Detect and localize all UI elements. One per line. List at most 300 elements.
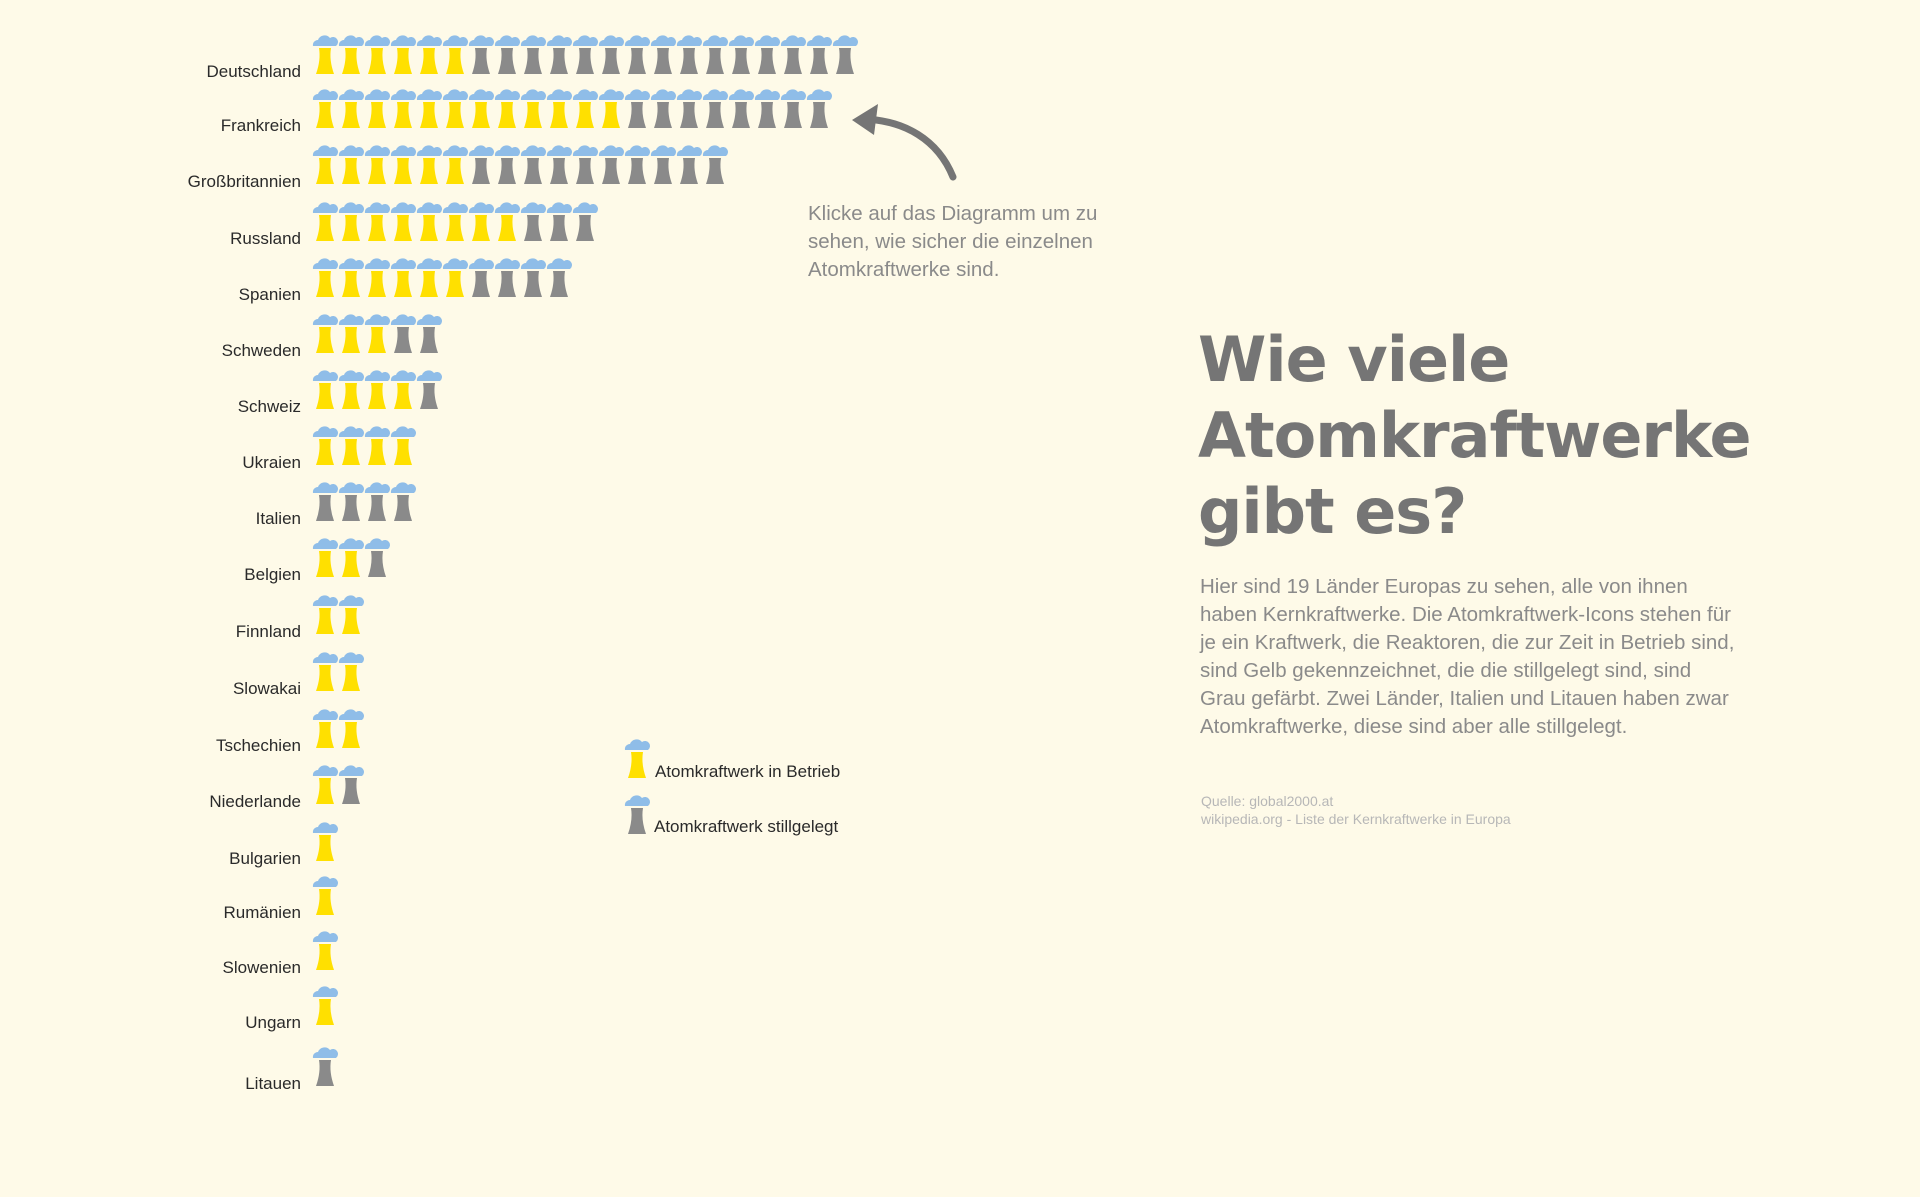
country-label: Großbritannien	[187, 172, 301, 191]
cooling-tower-icon	[784, 48, 802, 74]
cooling-tower-icon	[368, 383, 386, 409]
cloud-icon	[573, 35, 598, 46]
plant-shutdown-frankreich[interactable]	[703, 89, 728, 128]
cooling-tower-icon	[446, 48, 464, 74]
plant-active-schweiz[interactable]	[391, 370, 416, 409]
cloud-icon	[313, 89, 338, 100]
cooling-tower-icon	[550, 102, 568, 128]
cloud-icon	[729, 89, 754, 100]
plant-active-finnland[interactable]	[339, 595, 364, 634]
cooling-tower-icon	[758, 102, 776, 128]
cooling-tower-icon	[680, 102, 698, 128]
plant-active-russland[interactable]	[313, 202, 338, 241]
cooling-tower-icon	[732, 48, 750, 74]
cooling-tower-icon	[342, 215, 360, 241]
plant-shutdown-spanien[interactable]	[495, 258, 520, 297]
cloud-icon	[339, 202, 364, 213]
cloud-icon	[547, 202, 572, 213]
plant-shutdown-russland[interactable]	[521, 202, 546, 241]
cloud-icon	[599, 35, 624, 46]
cloud-icon	[703, 145, 728, 156]
plant-active-russland[interactable]	[391, 202, 416, 241]
country-label: Spanien	[238, 285, 301, 304]
cloud-icon	[703, 35, 728, 46]
legend-shutdown-label: Atomkraftwerk stillgelegt	[654, 817, 839, 836]
plant-shutdown-deutschland[interactable]	[495, 35, 520, 74]
cooling-tower-icon	[342, 48, 360, 74]
cloud-icon	[417, 145, 442, 156]
cooling-tower-icon	[576, 48, 594, 74]
cooling-tower-icon	[446, 158, 464, 184]
plant-active-großbritannien[interactable]	[417, 145, 442, 184]
cooling-tower-icon	[810, 48, 828, 74]
country-label: Slowakai	[232, 679, 301, 698]
cooling-tower-icon	[316, 551, 334, 577]
cloud-icon	[417, 370, 442, 381]
cooling-tower-icon	[550, 271, 568, 297]
cloud-icon	[495, 35, 520, 46]
cloud-icon	[313, 931, 338, 942]
plant-active-spanien[interactable]	[417, 258, 442, 297]
cloud-icon	[625, 145, 650, 156]
country-label: Rumänien	[223, 903, 301, 922]
cloud-icon	[365, 35, 390, 46]
plant-shutdown-spanien[interactable]	[521, 258, 546, 297]
cloud-icon	[495, 145, 520, 156]
hint-arrow-head-icon	[852, 104, 878, 135]
cloud-icon	[573, 145, 598, 156]
cooling-tower-icon	[472, 215, 490, 241]
plant-active-großbritannien[interactable]	[313, 145, 338, 184]
plant-active-spanien[interactable]	[339, 258, 364, 297]
plant-shutdown-frankreich[interactable]	[755, 89, 780, 128]
plant-shutdown-großbritannien[interactable]	[547, 145, 572, 184]
cloud-icon	[807, 89, 832, 100]
cooling-tower-icon	[628, 752, 646, 778]
plant-shutdown-frankreich[interactable]	[729, 89, 754, 128]
plant-active-großbritannien[interactable]	[391, 145, 416, 184]
plant-shutdown-frankreich[interactable]	[625, 89, 650, 128]
cloud-icon	[781, 35, 806, 46]
plant-shutdown-großbritannien[interactable]	[651, 145, 676, 184]
country-label: Bulgarien	[229, 849, 301, 868]
country-label: Schweiz	[237, 397, 301, 416]
plant-active-spanien[interactable]	[365, 258, 390, 297]
cooling-tower-icon	[420, 271, 438, 297]
cloud-icon	[313, 595, 338, 606]
cooling-tower-icon	[316, 1060, 334, 1086]
cooling-tower-icon	[498, 271, 516, 297]
cooling-tower-icon	[420, 327, 438, 353]
cloud-icon	[339, 89, 364, 100]
cooling-tower-icon	[472, 102, 490, 128]
cloud-icon	[391, 145, 416, 156]
cloud-icon	[339, 145, 364, 156]
plant-active-ukraien[interactable]	[391, 426, 416, 465]
cloud-icon	[313, 482, 338, 493]
plant-shutdown-frankreich[interactable]	[807, 89, 832, 128]
hint-arrow-icon	[862, 119, 953, 177]
plant-shutdown-deutschland[interactable]	[547, 35, 572, 74]
plant-active-frankreich[interactable]	[573, 89, 598, 128]
cloud-icon	[365, 538, 390, 549]
cloud-icon	[547, 89, 572, 100]
plant-shutdown-deutschland[interactable]	[599, 35, 624, 74]
plant-shutdown-frankreich[interactable]	[781, 89, 806, 128]
plant-shutdown-italien[interactable]	[391, 482, 416, 521]
cooling-tower-icon	[368, 102, 386, 128]
cooling-tower-icon	[498, 48, 516, 74]
cloud-icon	[313, 35, 338, 46]
plant-shutdown-russland[interactable]	[573, 202, 598, 241]
cooling-tower-icon	[368, 48, 386, 74]
cooling-tower-icon	[550, 48, 568, 74]
plant-shutdown-deutschland[interactable]	[625, 35, 650, 74]
cooling-tower-icon	[758, 48, 776, 74]
cloud-icon	[313, 876, 338, 887]
plant-active-frankreich[interactable]	[365, 89, 390, 128]
cooling-tower-icon	[394, 48, 412, 74]
cooling-tower-icon	[628, 48, 646, 74]
cloud-icon	[339, 370, 364, 381]
cloud-icon	[339, 426, 364, 437]
cooling-tower-icon	[342, 327, 360, 353]
plant-shutdown-deutschland[interactable]	[781, 35, 806, 74]
cooling-tower-icon	[394, 158, 412, 184]
plant-shutdown-frankreich[interactable]	[677, 89, 702, 128]
plant-active-ungarn[interactable]	[313, 986, 338, 1025]
cooling-tower-icon	[368, 327, 386, 353]
cloud-icon	[313, 1047, 338, 1058]
cooling-tower-icon	[446, 102, 464, 128]
cooling-tower-icon	[628, 158, 646, 184]
plant-active-spanien[interactable]	[391, 258, 416, 297]
plant-active-slowakai[interactable]	[313, 652, 338, 691]
plant-shutdown-großbritannien[interactable]	[495, 145, 520, 184]
plant-shutdown-deutschland[interactable]	[833, 35, 858, 74]
cooling-tower-icon	[524, 48, 542, 74]
plant-active-deutschland[interactable]	[313, 35, 338, 74]
cloud-icon	[365, 370, 390, 381]
cloud-icon	[339, 35, 364, 46]
cloud-icon	[495, 258, 520, 269]
plant-shutdown-deutschland[interactable]	[469, 35, 494, 74]
cloud-icon	[313, 202, 338, 213]
cloud-icon	[547, 145, 572, 156]
plant-active-frankreich[interactable]	[417, 89, 442, 128]
plant-active-frankreich[interactable]	[495, 89, 520, 128]
plant-active-schweden[interactable]	[365, 314, 390, 353]
plant-active-schweden[interactable]	[339, 314, 364, 353]
plant-active-schweden[interactable]	[313, 314, 338, 353]
plant-shutdown-großbritannien[interactable]	[469, 145, 494, 184]
cooling-tower-icon	[706, 158, 724, 184]
cloud-icon	[521, 89, 546, 100]
plant-active-frankreich[interactable]	[521, 89, 546, 128]
plant-shutdown-deutschland[interactable]	[573, 35, 598, 74]
cloud-icon	[573, 89, 598, 100]
cooling-tower-icon	[342, 551, 360, 577]
cloud-icon	[651, 145, 676, 156]
cooling-tower-icon	[472, 158, 490, 184]
cooling-tower-icon	[316, 383, 334, 409]
plant-shutdown-schweden[interactable]	[417, 314, 442, 353]
plant-shutdown-deutschland[interactable]	[703, 35, 728, 74]
cloud-icon	[417, 314, 442, 325]
cloud-icon	[365, 314, 390, 325]
cooling-tower-icon	[576, 102, 594, 128]
cloud-icon	[677, 35, 702, 46]
cooling-tower-icon	[342, 665, 360, 691]
plant-active-deutschland[interactable]	[365, 35, 390, 74]
cloud-icon	[599, 89, 624, 100]
plant-shutdown-deutschland[interactable]	[651, 35, 676, 74]
plant-active-bulgarien[interactable]	[313, 822, 338, 861]
cloud-icon	[391, 89, 416, 100]
cloud-icon	[391, 35, 416, 46]
cooling-tower-icon	[420, 48, 438, 74]
cooling-tower-icon	[706, 102, 724, 128]
cloud-icon	[313, 426, 338, 437]
cloud-icon	[807, 35, 832, 46]
cloud-icon	[313, 258, 338, 269]
plant-active-spanien[interactable]	[443, 258, 468, 297]
plant-active-ukraien[interactable]	[339, 426, 364, 465]
plant-active-spanien[interactable]	[313, 258, 338, 297]
country-label: Italien	[255, 509, 301, 528]
cooling-tower-icon	[654, 102, 672, 128]
plant-shutdown-spanien[interactable]	[547, 258, 572, 297]
cloud-icon	[391, 482, 416, 493]
cloud-icon	[391, 314, 416, 325]
plant-shutdown-großbritannien[interactable]	[625, 145, 650, 184]
cooling-tower-icon	[524, 215, 542, 241]
cloud-icon	[313, 986, 338, 997]
plant-shutdown-deutschland[interactable]	[677, 35, 702, 74]
plant-active-großbritannien[interactable]	[339, 145, 364, 184]
cloud-icon	[833, 35, 858, 46]
cooling-tower-icon	[394, 215, 412, 241]
plant-active-ukraien[interactable]	[313, 426, 338, 465]
cooling-tower-icon	[342, 778, 360, 804]
plant-active-deutschland[interactable]	[443, 35, 468, 74]
cloud-icon	[365, 258, 390, 269]
plant-active-russland[interactable]	[469, 202, 494, 241]
description: Hier sind 19 Länder Europas zu sehen, alle von ihnen haben Kernkraftwerke. Die Atomkraftwerk-Icons stehen für je ein Kraftwerk, die Reaktoren, die zur Zeit in Betrieb sind, sind Gelb gekennzeichnet, die die stillgelegt sind, sind Grau gefärbt. Zwei Länder, Italien und Litauen haben zwar Atomkraftwerke, diese sind aber alle stillgelegt.	[1200, 575, 1735, 738]
plant-active-finnland[interactable]	[313, 595, 338, 634]
legend-shutdown-icon[interactable]	[625, 795, 650, 834]
cooling-tower-icon	[368, 495, 386, 521]
cloud-icon	[781, 89, 806, 100]
cloud-icon	[521, 35, 546, 46]
plant-active-niederlande[interactable]	[313, 765, 338, 804]
plant-active-belgien[interactable]	[339, 538, 364, 577]
cooling-tower-icon	[420, 383, 438, 409]
cooling-tower-icon	[316, 608, 334, 634]
cooling-tower-icon	[394, 271, 412, 297]
plant-active-tschechien[interactable]	[313, 709, 338, 748]
plant-shutdown-großbritannien[interactable]	[521, 145, 546, 184]
plant-shutdown-schweiz[interactable]	[417, 370, 442, 409]
cooling-tower-icon	[420, 102, 438, 128]
legend-active-icon[interactable]	[625, 739, 650, 778]
cooling-tower-icon	[394, 102, 412, 128]
cloud-icon	[313, 765, 338, 776]
cooling-tower-icon	[654, 48, 672, 74]
cooling-tower-icon	[342, 722, 360, 748]
cloud-icon	[417, 202, 442, 213]
country-label: Schweden	[221, 341, 301, 360]
cooling-tower-icon	[316, 271, 334, 297]
cloud-icon	[313, 652, 338, 663]
cloud-icon	[365, 426, 390, 437]
cooling-tower-icon	[368, 551, 386, 577]
plant-active-frankreich[interactable]	[469, 89, 494, 128]
plant-shutdown-litauen[interactable]	[313, 1047, 338, 1086]
cooling-tower-icon	[316, 327, 334, 353]
cloud-icon	[547, 35, 572, 46]
cloud-icon	[391, 258, 416, 269]
plant-active-russland[interactable]	[495, 202, 520, 241]
cooling-tower-icon	[446, 271, 464, 297]
plant-shutdown-frankreich[interactable]	[651, 89, 676, 128]
cooling-tower-icon	[602, 102, 620, 128]
plant-active-russland[interactable]	[417, 202, 442, 241]
cooling-tower-icon	[654, 158, 672, 184]
plant-active-schweiz[interactable]	[313, 370, 338, 409]
cloud-icon	[625, 89, 650, 100]
plant-active-schweiz[interactable]	[339, 370, 364, 409]
plant-active-frankreich[interactable]	[339, 89, 364, 128]
plant-active-deutschland[interactable]	[391, 35, 416, 74]
plant-active-belgien[interactable]	[313, 538, 338, 577]
cooling-tower-icon	[368, 158, 386, 184]
cloud-icon	[313, 709, 338, 720]
cooling-tower-icon	[316, 999, 334, 1025]
cooling-tower-icon	[472, 271, 490, 297]
plant-active-russland[interactable]	[365, 202, 390, 241]
cooling-tower-icon	[342, 158, 360, 184]
plant-active-frankreich[interactable]	[313, 89, 338, 128]
cooling-tower-icon	[316, 835, 334, 861]
cooling-tower-icon	[316, 889, 334, 915]
cloud-icon	[469, 35, 494, 46]
plant-shutdown-belgien[interactable]	[365, 538, 390, 577]
plant-shutdown-deutschland[interactable]	[807, 35, 832, 74]
plant-shutdown-großbritannien[interactable]	[703, 145, 728, 184]
legend-active-label: Atomkraftwerk in Betrieb	[655, 762, 841, 781]
cooling-tower-icon	[498, 215, 516, 241]
cooling-tower-icon	[342, 495, 360, 521]
cooling-tower-icon	[810, 102, 828, 128]
plant-shutdown-deutschland[interactable]	[521, 35, 546, 74]
plant-active-russland[interactable]	[443, 202, 468, 241]
plant-active-tschechien[interactable]	[339, 709, 364, 748]
cooling-tower-icon	[342, 271, 360, 297]
country-label: Ukraien	[242, 453, 301, 472]
plant-shutdown-deutschland[interactable]	[729, 35, 754, 74]
plant-active-ukraien[interactable]	[365, 426, 390, 465]
cooling-tower-icon	[316, 722, 334, 748]
cloud-icon	[521, 202, 546, 213]
country-label: Slowenien	[222, 958, 301, 977]
plant-shutdown-großbritannien[interactable]	[599, 145, 624, 184]
cooling-tower-icon	[342, 439, 360, 465]
plant-active-großbritannien[interactable]	[443, 145, 468, 184]
country-label: Deutschland	[206, 62, 301, 81]
cooling-tower-icon	[524, 102, 542, 128]
cooling-tower-icon	[394, 495, 412, 521]
cloud-icon	[547, 258, 572, 269]
cloud-icon	[339, 538, 364, 549]
plant-active-deutschland[interactable]	[339, 35, 364, 74]
plant-shutdown-russland[interactable]	[547, 202, 572, 241]
cloud-icon	[495, 202, 520, 213]
plant-active-frankreich[interactable]	[443, 89, 468, 128]
cloud-icon	[313, 145, 338, 156]
plant-shutdown-italien[interactable]	[365, 482, 390, 521]
cooling-tower-icon	[316, 495, 334, 521]
cloud-icon	[443, 145, 468, 156]
plant-active-frankreich[interactable]	[599, 89, 624, 128]
cloud-icon	[313, 370, 338, 381]
plant-active-großbritannien[interactable]	[365, 145, 390, 184]
plant-active-russland[interactable]	[339, 202, 364, 241]
country-label: Ungarn	[245, 1013, 301, 1032]
plant-shutdown-großbritannien[interactable]	[573, 145, 598, 184]
plant-shutdown-deutschland[interactable]	[755, 35, 780, 74]
plant-shutdown-niederlande[interactable]	[339, 765, 364, 804]
cloud-icon	[651, 35, 676, 46]
cloud-icon	[703, 89, 728, 100]
page-title: Wie viele Atomkraftwerke gibt es?	[1198, 323, 1751, 548]
cloud-icon	[521, 145, 546, 156]
cooling-tower-icon	[680, 48, 698, 74]
cooling-tower-icon	[368, 439, 386, 465]
plant-shutdown-schweden[interactable]	[391, 314, 416, 353]
plant-shutdown-italien[interactable]	[313, 482, 338, 521]
plant-active-frankreich[interactable]	[547, 89, 572, 128]
cooling-tower-icon	[628, 808, 646, 834]
cooling-tower-icon	[472, 48, 490, 74]
cooling-tower-icon	[316, 102, 334, 128]
cooling-tower-icon	[498, 102, 516, 128]
plant-shutdown-spanien[interactable]	[469, 258, 494, 297]
cloud-icon	[313, 538, 338, 549]
cooling-tower-icon	[316, 215, 334, 241]
plant-active-rumänien[interactable]	[313, 876, 338, 915]
country-label: Russland	[230, 229, 301, 248]
plant-active-deutschland[interactable]	[417, 35, 442, 74]
plant-active-schweiz[interactable]	[365, 370, 390, 409]
plant-active-slowenien[interactable]	[313, 931, 338, 970]
plant-active-slowakai[interactable]	[339, 652, 364, 691]
cooling-tower-icon	[680, 158, 698, 184]
cloud-icon	[417, 89, 442, 100]
plant-active-frankreich[interactable]	[391, 89, 416, 128]
cloud-icon	[313, 314, 338, 325]
cloud-icon	[625, 35, 650, 46]
plant-shutdown-großbritannien[interactable]	[677, 145, 702, 184]
cloud-icon	[365, 482, 390, 493]
cloud-icon	[755, 35, 780, 46]
source-note	[1201, 792, 1701, 828]
cooling-tower-icon	[316, 944, 334, 970]
cloud-icon	[677, 145, 702, 156]
cooling-tower-icon	[784, 102, 802, 128]
plant-shutdown-italien[interactable]	[339, 482, 364, 521]
cloud-icon	[625, 795, 650, 806]
